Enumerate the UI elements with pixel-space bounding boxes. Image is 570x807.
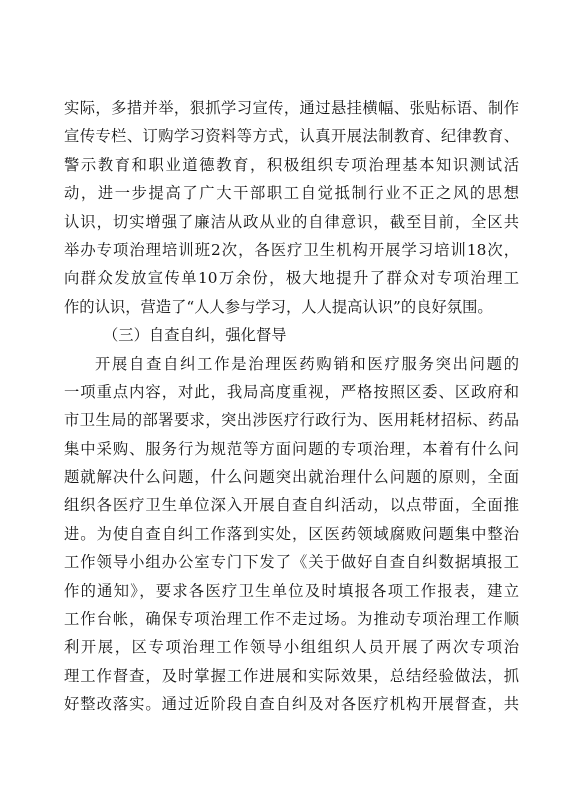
text-line: 理工作督查，及时掌握工作进展和实际效果，总结经验做法，抓 (64, 666, 519, 685)
text-line: 开展自查自纠工作是治理医药购销和医疗服务突出问题的 (95, 354, 519, 373)
text-line: 动，进一步提高了广大干部职工自觉抵制行业不正之风的思想 (64, 184, 519, 203)
text-line: 集中采购、服务行为规范等方面问题的专项治理，本着有什么问 (64, 439, 519, 458)
document-body (64, 94, 519, 719)
text-line: 警示教育和职业道德教育，积极组织专项治理基本知识测试活 (64, 155, 519, 174)
text-line: 作的认识，营造了“人人参与学习，人人提高认识”的良好氛围。 (64, 297, 493, 316)
text-line: 进。为使自查自纠工作落到实处，区医药领域腐败问题集中整治 (64, 524, 519, 543)
text-line: 题就解决什么问题，什么问题突出就治理什么问题的原则，全面 (64, 468, 519, 487)
text-line: 工作台帐，确保专项治理工作不走过场。为推动专项治理工作顺 (64, 610, 519, 629)
text-line: 宣传专栏、订购学习资料等方式，认真开展法制教育、纪律教育、 (64, 127, 519, 146)
text-line: 一项重点内容，对此，我局高度重视，严格按照区委、区政府和 (64, 382, 519, 401)
text-line: 举办专项治理培训班2次，各医疗卫生机构开展学习培训18次， (64, 240, 519, 259)
text-line: 实际，多措并举，狠抓学习宣传，通过悬挂横幅、张贴标语、制作 (64, 99, 519, 117)
text-line: 组织各医疗卫生单位深入开展自查自纠活动，以点带面，全面推 (64, 496, 519, 515)
paragraph-self-inspection (64, 350, 519, 719)
text-line: 作的通知》，要求各医疗卫生单位及时填报各项工作报表，建立 (64, 581, 519, 600)
text-line: 工作领导小组办公室专门下发了《关于做好自查自纠数据填报工 (64, 553, 519, 572)
text-line: 市卫生局的部署要求，突出涉医疗行政行为、医用耗材招标、药品 (64, 411, 519, 430)
text-line: 好整改落实。通过近阶段自查自纠及对各医疗机构开展督查，共 (64, 695, 519, 714)
text-line: 利开展，区专项治理工作领导小组组织人员开展了两次专项治 (64, 638, 519, 657)
section-heading: （三）自查自纠，强化督导 (103, 326, 287, 345)
text-line: 向群众发放宣传单10万余份，极大地提升了群众对专项治理工 (64, 269, 519, 288)
paragraph-publicity (64, 94, 519, 321)
text-line: 认识，切实增强了廉洁从政从业的自律意识，截至目前，全区共 (64, 212, 519, 231)
